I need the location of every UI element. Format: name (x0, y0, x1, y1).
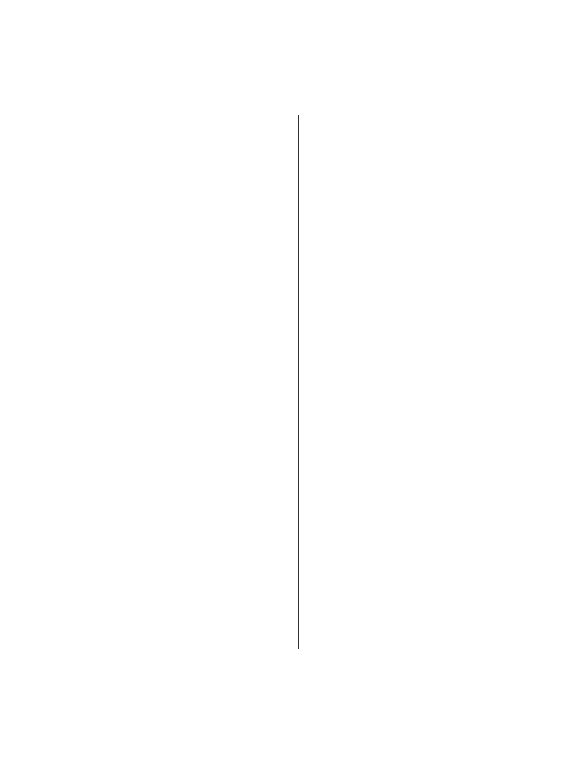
column-divider (298, 115, 299, 649)
